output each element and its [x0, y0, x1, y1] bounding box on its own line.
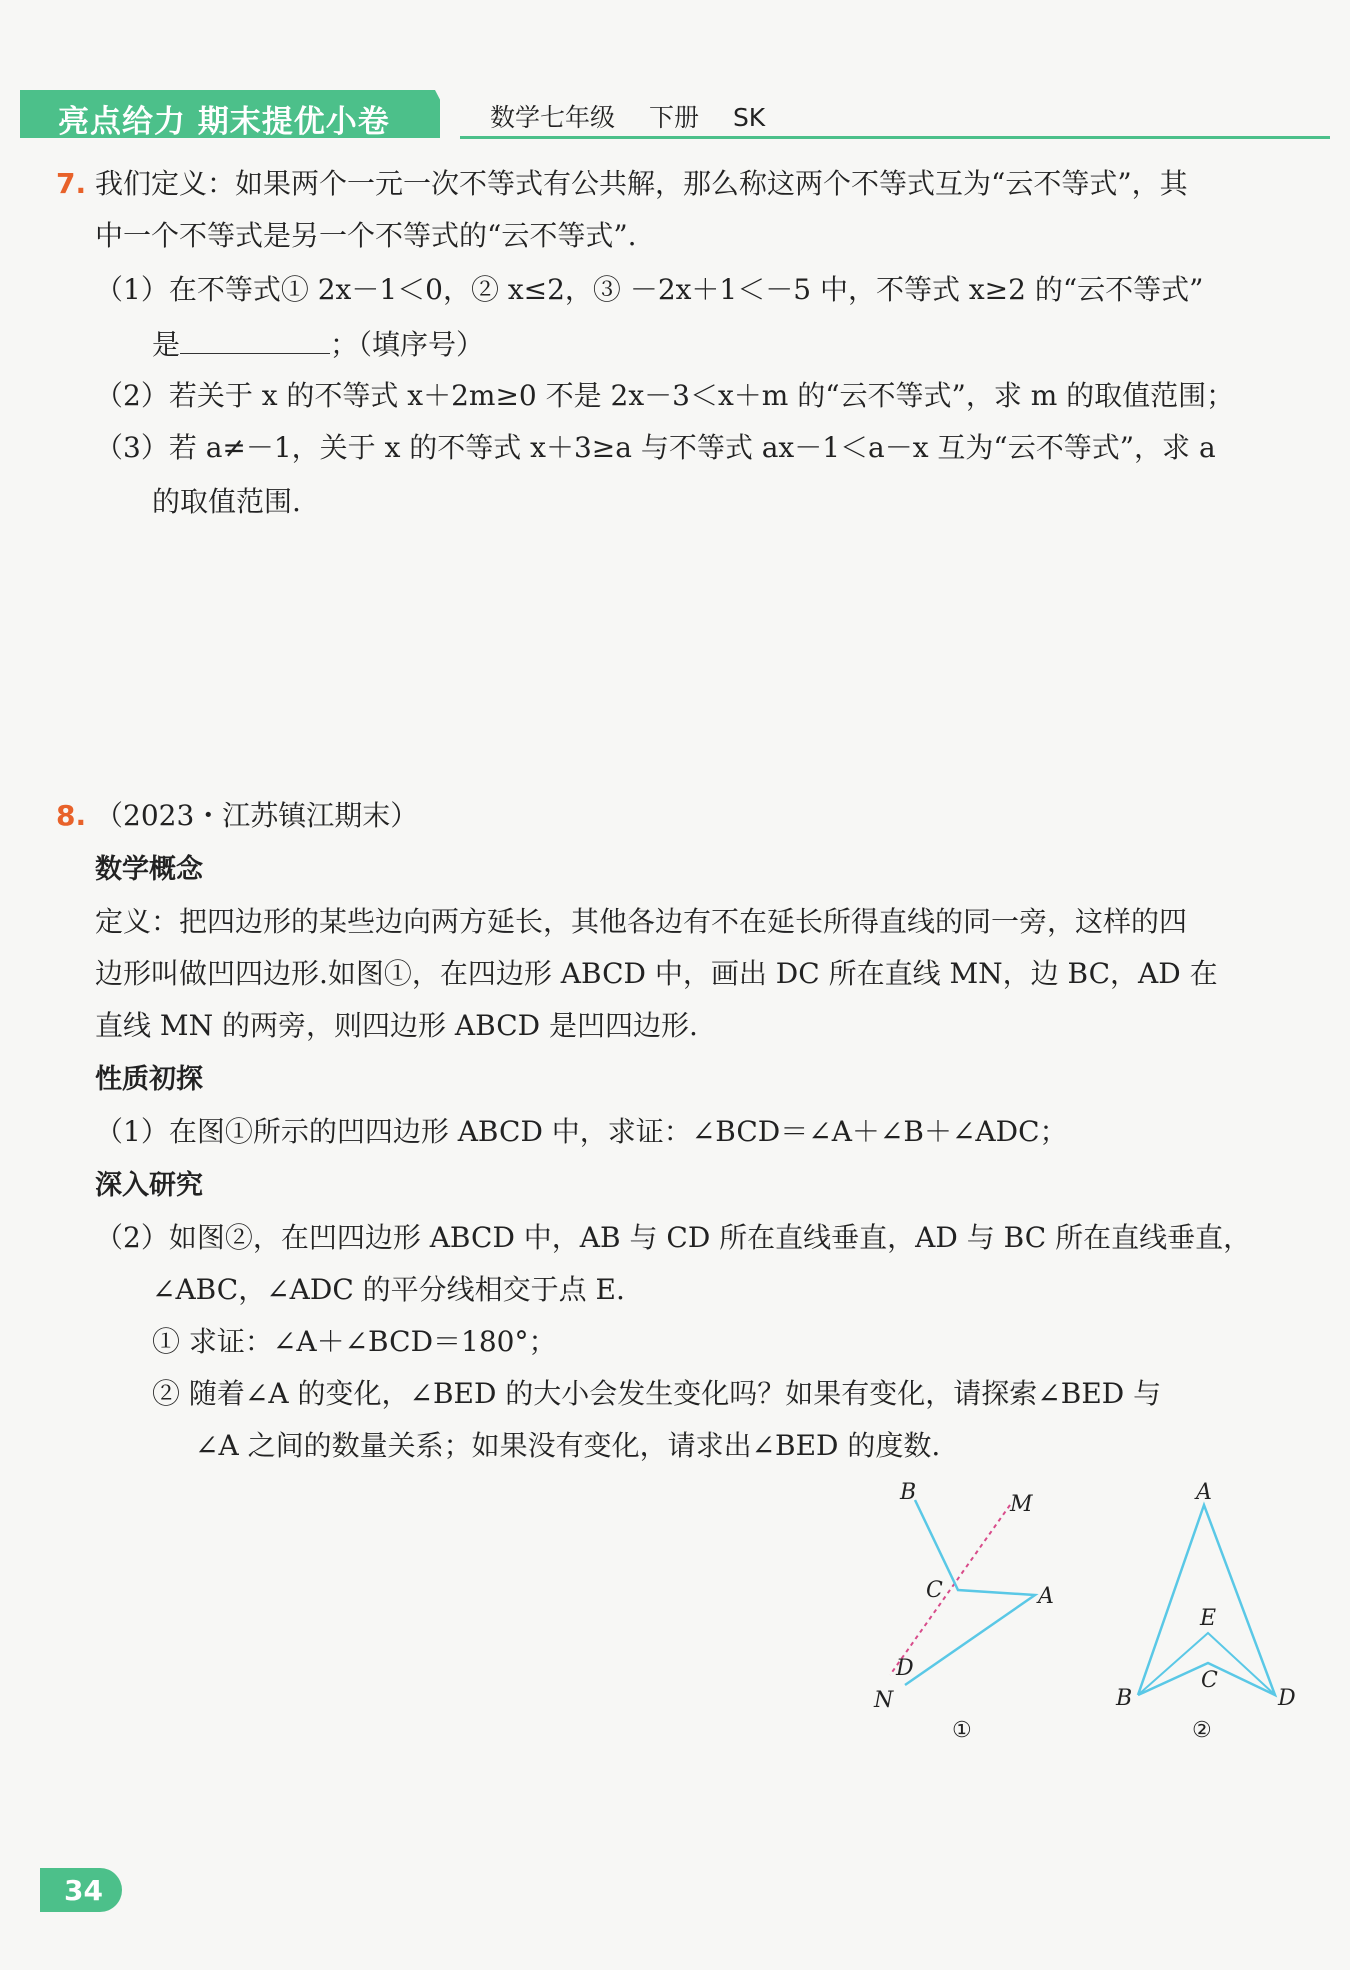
- q7-part1-post: ；（填序号）: [330, 328, 485, 361]
- figure-2: [1110, 1475, 1310, 1755]
- banner-title: 亮点给力 期末提优小卷: [58, 104, 390, 140]
- q8-part1: （1）在图①所示的凹四边形 ABCD 中，求证：∠BCD＝∠A＋∠B＋∠ADC；: [95, 1115, 1068, 1148]
- q8-part2b: ∠ABC，∠ADC 的平分线相交于点 E.: [152, 1273, 625, 1306]
- q7-line1: [56, 166, 1188, 202]
- q8-heading-property: 性质初探: [95, 1064, 203, 1095]
- q7-part1-answer: [152, 325, 484, 363]
- figure-1-caption: ①: [952, 1718, 972, 1743]
- figure-1: [860, 1475, 1060, 1755]
- q7-part3: （3）若 a≠－1，关于 x 的不等式 x＋3≥a 与不等式 ax－1＜a－x 互为“云不等式”，求 a: [95, 431, 1216, 464]
- label-E2: E: [1200, 1606, 1217, 1631]
- q8-def2: 边形叫做凹四边形.如图①，在四边形 ABCD 中，画出 DC 所在直线 MN，边 BC，AD 在: [95, 957, 1218, 990]
- volume-label: 下册: [648, 103, 699, 132]
- q8-part2d: ② 随着∠A 的变化，∠BED 的大小会发生变化吗？如果有变化，请探索∠BED 与: [152, 1377, 1162, 1410]
- q8-source: （2023・江苏镇江期末）: [95, 799, 419, 832]
- label-N: N: [874, 1688, 894, 1713]
- header-rule: [460, 136, 1330, 139]
- label-C: C: [926, 1578, 943, 1603]
- line-MN: [890, 1505, 1010, 1675]
- q8-heading-research: 深入研究: [95, 1170, 203, 1201]
- page-number-tab: [40, 1868, 122, 1912]
- q7-text1: 我们定义：如果两个一元一次不等式有公共解，那么称这两个不等式互为“云不等式”，其: [95, 167, 1188, 200]
- q7-part1: （1）在不等式① 2x－1＜0，② x≤2，③ －2x＋1＜－5 中，不等式 x≥2 的“云不等式”: [95, 273, 1204, 306]
- quad-ABCD-2: [1138, 1505, 1275, 1695]
- q8-part2c: ① 求证：∠A＋∠BCD＝180°；: [152, 1325, 557, 1358]
- label-M: M: [1010, 1492, 1033, 1517]
- label-B2: B: [1116, 1686, 1133, 1711]
- q8-number: 8.: [56, 799, 87, 832]
- header: [20, 90, 1320, 140]
- label-D2: D: [1278, 1686, 1296, 1711]
- quad-ABCD: [905, 1500, 1035, 1685]
- q7-line2: 中一个不等式是另一个不等式的“云不等式”.: [95, 219, 637, 252]
- label-A2: A: [1196, 1480, 1212, 1505]
- figure-2-caption: ②: [1192, 1718, 1212, 1743]
- q7-part2: （2）若关于 x 的不等式 x＋2m≥0 不是 2x－3＜x＋m 的“云不等式”，求 m 的取值范围；: [95, 379, 1235, 412]
- answer-blank[interactable]: [180, 325, 330, 354]
- q8-def3: 直线 MN 的两旁，则四边形 ABCD 是凹四边形.: [95, 1009, 698, 1042]
- edition-label: SK: [732, 103, 766, 132]
- label-D: D: [896, 1656, 914, 1681]
- q8-part2e: ∠A 之间的数量关系；如果没有变化，请求出∠BED 的度数.: [195, 1429, 941, 1462]
- page-number: 34: [64, 1874, 103, 1907]
- label-C2: C: [1201, 1668, 1218, 1693]
- q7-number: 7.: [56, 167, 87, 200]
- q8-line-source: [56, 798, 418, 834]
- q8-def1: 定义：把四边形的某些边向两方延长，其他各边有不在延长所得直线的同一旁，这样的四: [95, 905, 1188, 938]
- subject-label: 数学七年级: [490, 103, 616, 132]
- label-A: A: [1038, 1584, 1054, 1609]
- q7-part3-cont: 的取值范围.: [152, 485, 301, 518]
- q7-part1-pre: 是: [152, 328, 181, 361]
- q8-part2a: （2）如图②，在凹四边形 ABCD 中，AB 与 CD 所在直线垂直，AD 与 BC 所在直线垂直，: [95, 1221, 1252, 1254]
- book-info: [490, 98, 791, 134]
- q8-heading-concept: 数学概念: [95, 854, 203, 885]
- label-B: B: [900, 1480, 917, 1505]
